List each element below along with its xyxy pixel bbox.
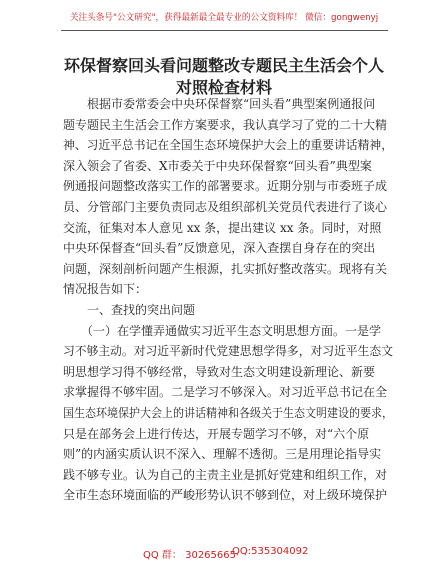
body-line: 神、习近平总书记在全国生态环境保护大会上的重要讲话精神， xyxy=(63,138,394,153)
header-divider xyxy=(61,30,388,31)
body-line: 践不够专业。认为自己的主责主业是抓好党建和组织工作，对 xyxy=(63,467,388,482)
body-line: （一）在学懂弄通做实习近平生态文明思想方面。一是学 xyxy=(63,323,382,338)
title-line-1: 环保督察回头看问题整改专题民主生活会个人 xyxy=(63,56,384,75)
body-line: 只是在部务会上进行传达，开展专题学习不够，对“六个原 xyxy=(63,426,370,441)
body-line: 深入领会了省委、X市委关于中央环保督察“回头看”典型案 xyxy=(63,158,372,173)
header-note: 关注头条号"公文研究"，获得最新最全最专业的公文资料库！ 微信：gongwenyj xyxy=(69,13,379,23)
body-line: 交流，征集对本人意见 xx 条，提出建议 xx 条。同时，对照 xyxy=(63,220,382,235)
body-line: 全市生态环境面临的严峻形势认识不够到位，对上级环境保护 xyxy=(63,488,388,503)
body-line: 员、分管部门主要负责同志及组织部机关党员代表进行了谈心 xyxy=(63,199,388,214)
body-line: 明思想学习得不够经常，导致对生态文明建设新理论、新要 xyxy=(63,364,376,379)
section-heading: 一、查找的突出问题 xyxy=(63,302,196,317)
body-line: 国生态环境保护大会上的讲话精神和各级关于生态文明建设的要求， xyxy=(63,405,394,420)
body-line: 中央环保督查“回头看”反馈意见，深入查摆自身存在的突出 xyxy=(63,241,376,256)
footer-qq-group: QQ 群： 30265665 xyxy=(143,550,236,561)
body-line: 问题，深刻剖析问题产生根源，扎实抓好整改落实。现将有关 xyxy=(63,261,388,276)
body-line: 求掌握得不够牢固。二是学习不够深入。对习近平总书记在全 xyxy=(63,385,388,400)
document-title xyxy=(56,55,392,99)
title-line-2: 对照检查材料 xyxy=(175,78,272,97)
document-body xyxy=(63,94,393,506)
body-line: 题专题民主生活会工作方案要求，我认真学习了党的二十大精 xyxy=(63,117,388,132)
body-line: 习不够主动。对习近平新时代党建思想学得多，对习近平生态文 xyxy=(63,344,394,359)
body-line: 则”的内涵实质认识不深入、理解不透彻。三是用理论指导实 xyxy=(63,447,382,462)
body-line: 例通报问题整改落实工作的部署要求。近期分别与市委班子成 xyxy=(63,179,388,194)
body-line: 根据市委常委会中央环保督察“回头看”典型案例通报问 xyxy=(63,97,376,111)
footer-qq-contact: QQ:535304092 xyxy=(232,546,309,557)
body-line: 情况报告如下： xyxy=(63,282,148,297)
